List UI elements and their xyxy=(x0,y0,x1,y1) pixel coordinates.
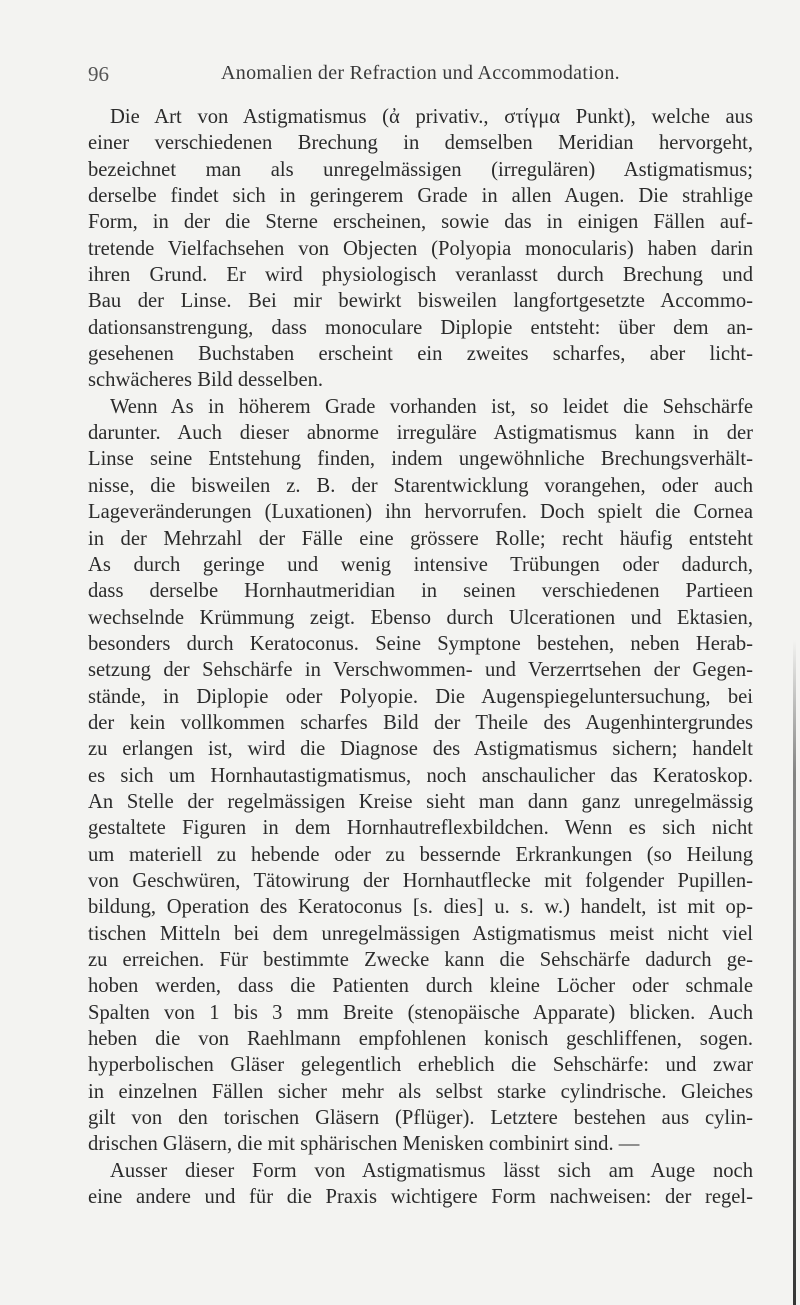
text-line: gesehenen Buchstaben erscheint ein zweites scharfes, aber licht- xyxy=(88,343,753,366)
paragraph xyxy=(88,394,753,1158)
text-line: gestaltete Figuren in dem Hornhautreflexbildchen. Wenn es sich nicht xyxy=(88,817,753,840)
text-line: setzung der Sehschärfe in Verschwommen- und Verzerrtsehen der Gegen- xyxy=(88,659,753,682)
text-line: eine andere und für die Praxis wichtigere Form nachweisen: der regel- xyxy=(88,1186,753,1209)
paragraph xyxy=(88,104,753,394)
text-line: tretende Vielfachsehen von Objecten (Polyopia monocularis) haben darin xyxy=(88,237,753,260)
text-line: Lageveränderungen (Luxationen) ihn hervorrufen. Doch spielt die Cornea xyxy=(88,501,753,524)
page-edge-shadow xyxy=(793,640,796,1305)
text-line: Spalten von 1 bis 3 mm Breite (stenopäische Apparate) blicken. Auch xyxy=(88,1001,753,1024)
text-line: schwächeres Bild desselben. xyxy=(88,369,324,392)
text-line: besonders durch Keratoconus. Seine Symptone bestehen, neben Herab- xyxy=(88,632,753,655)
text-line: bildung, Operation des Keratoconus [s. dies] u. s. w.) handelt, ist mit op- xyxy=(88,896,753,919)
text-line: dationsanstrengung, dass monoculare Diplopie entsteht: über dem an- xyxy=(88,316,753,339)
text-line: nisse, die bisweilen z. B. der Starentwicklung vorangehen, oder auch xyxy=(88,474,753,497)
text-line: in einzelnen Fällen sicher mehr als selbst starke cylindrische. Gleiches xyxy=(88,1080,753,1103)
text-line: drischen Gläsern, die mit sphärischen Menisken combinirt sind. — xyxy=(88,1133,640,1156)
text-line: zu erlangen ist, wird die Diagnose des Astigmatismus sichern; handelt xyxy=(88,738,753,761)
text-line: dass derselbe Hornhautmeridian in seinen verschiedenen Partieen xyxy=(88,580,753,603)
text-line: As durch geringe und wenig intensive Trübungen oder dadurch, xyxy=(88,553,753,576)
text-line: Linse seine Entstehung finden, indem ungewöhnliche Brechungsverhält- xyxy=(88,448,753,471)
text-line: Form, in der die Sterne erscheinen, sowie das in einigen Fällen auf- xyxy=(88,211,753,234)
text-line: heben die von Raehlmann empfohlenen konisch geschliffenen, sogen. xyxy=(88,1028,753,1051)
text-line: um materiell zu hebende oder zu bessernde Erkrankungen (so Heilung xyxy=(88,843,753,866)
text-line: bezeichnet man als unregelmässigen (irregulären) Astigmatismus; xyxy=(88,158,753,181)
text-line: zu erreichen. Für bestimmte Zwecke kann die Sehschärfe dadurch ge- xyxy=(88,949,753,971)
running-head: Anomalien der Refraction und Accommodation. xyxy=(221,62,620,84)
text-line: Die Art von Astigmatismus (ἀ privativ., στίγμα Punkt), welche aus xyxy=(110,106,753,128)
body-text xyxy=(88,104,753,1210)
text-line: der kein vollkommen scharfes Bild der Theile des Augenhintergrundes xyxy=(88,711,753,734)
text-line: tischen Mitteln bei dem unregelmässigen Astigmatismus meist nicht viel xyxy=(88,922,753,945)
text-line: Bau der Linse. Bei mir bewirkt bisweilen langfortgesetzte Accommo- xyxy=(88,290,753,313)
text-line: Wenn As in höherem Grade vorhanden ist, so leidet die Sehschärfe xyxy=(110,395,753,418)
text-line: hoben werden, dass die Patienten durch kleine Löcher oder schmale xyxy=(88,975,753,998)
paragraph xyxy=(88,1158,753,1211)
text-line: einer verschiedenen Brechung in demselben Meridian hervorgeht, xyxy=(88,132,753,155)
text-line: hyperbolischen Gläser gelegentlich erheblich die Sehschärfe: und zwar xyxy=(88,1054,753,1077)
text-line: in der Mehrzahl der Fälle eine grössere Rolle; recht häufig entsteht xyxy=(88,527,753,550)
text-line: derselbe findet sich in geringerem Grade in allen Augen. Die strahlige xyxy=(88,185,753,208)
text-line: von Geschwüren, Tätowirung der Hornhautflecke mit folgender Pupillen- xyxy=(88,869,753,892)
text-line: gilt von den torischen Gläsern (Pflüger). Letztere bestehen aus cylin- xyxy=(88,1107,753,1130)
page-number: 96 xyxy=(88,62,109,86)
text-line: Ausser dieser Form von Astigmatismus lässt sich am Auge noch xyxy=(110,1159,753,1182)
text-line: stände, in Diplopie oder Polyopie. Die Augenspiegeluntersuchung, bei xyxy=(88,685,753,708)
text-line: ihren Grund. Er wird physiologisch veranlasst durch Brechung und xyxy=(88,264,753,287)
text-line: wechselnde Krümmung zeigt. Ebenso durch Ulcerationen und Ektasien, xyxy=(88,606,753,629)
text-line: es sich um Hornhautastigmatismus, noch anschaulicher das Keratoskop. xyxy=(88,764,753,787)
page-header xyxy=(88,62,753,92)
text-line: An Stelle der regelmässigen Kreise sieht man dann ganz unregelmässig xyxy=(88,790,753,813)
text-line: darunter. Auch dieser abnorme irreguläre Astigmatismus kann in der xyxy=(88,422,753,445)
